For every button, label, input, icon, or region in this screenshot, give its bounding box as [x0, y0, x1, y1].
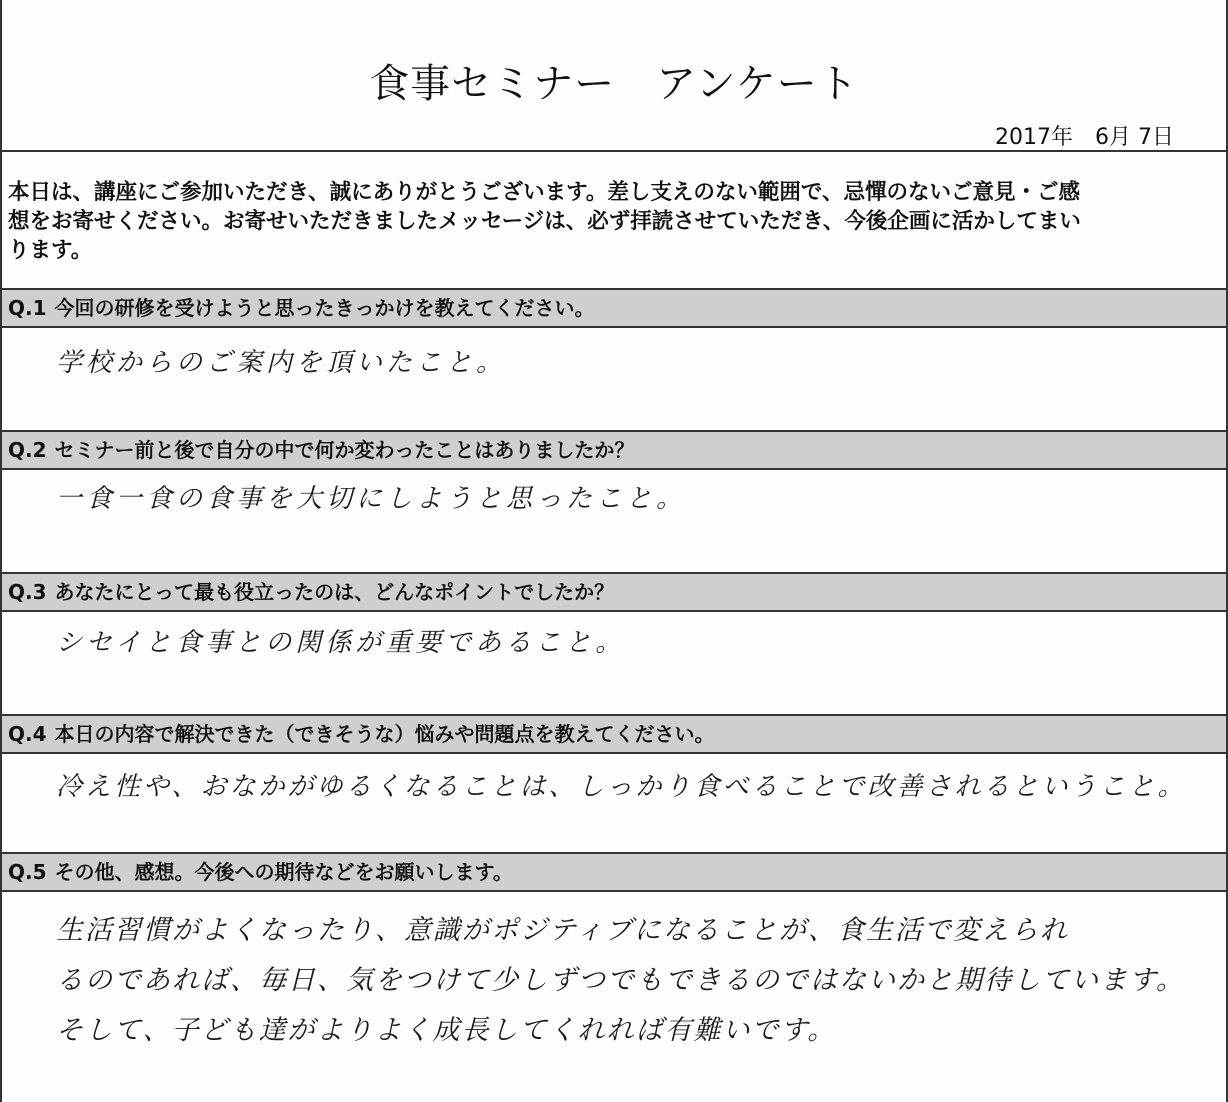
answer-line: 学校からのご案内を頂いたこと。: [56, 348, 507, 378]
question-number: Q.3: [8, 580, 47, 604]
question-text: その他、感想。今後への期待などをお願いします。: [54, 860, 513, 884]
question-text: セミナー前と後で自分の中で何か変わったことはありましたか？: [54, 438, 635, 462]
handwritten-answer: [2, 612, 1226, 714]
survey-title: 食事セミナー アンケート: [369, 61, 859, 107]
question-header: [2, 716, 1226, 754]
answer-line: 一食一食の食事を大切にしようと思ったこと。: [56, 484, 687, 514]
intro-line: ります。: [8, 238, 93, 263]
question-5: [2, 854, 1226, 1056]
intro-line: 想をお寄せください。お寄せいただきましたメッセージは、必ず拝読させていただき、今後企画に活かしてまい: [8, 209, 1081, 234]
question-3: [2, 574, 1226, 716]
question-4: [2, 716, 1226, 854]
intro-text: [2, 152, 1226, 290]
header-block: [2, 0, 1226, 152]
question-header: [2, 574, 1226, 612]
answer-line: シセイと食事との関係が重要であること。: [56, 628, 626, 658]
question-text: 今回の研修を受けようと思ったきっかけを教えてください。: [54, 296, 595, 320]
survey-date: 2017年 6月 7日: [995, 125, 1174, 150]
handwritten-answer: [2, 754, 1226, 852]
answer-line: 冷え性や、おなかがゆるくなることは、しっかり食べることで改善されるということ。: [56, 772, 1187, 802]
question-1: [2, 290, 1226, 432]
question-header: [2, 290, 1226, 328]
question-number: Q.1: [8, 296, 47, 320]
answer-line: るのであれば、毎日、気をつけて少しずつでもできるのではないかと期待しています。: [56, 965, 1185, 996]
intro-line: 本日は、講座にご参加いただき、誠にありがとうございます。差し支えのない範囲で、忌憚のないご意見・ご感: [8, 180, 1080, 205]
handwritten-answer: [2, 470, 1226, 572]
question-header: [2, 854, 1226, 892]
answer-line: そして、子ども達がよりよく成長してくれれば有難いです。: [56, 1015, 837, 1046]
question-text: あなたにとって最も役立ったのは、どんなポイントでしたか？: [54, 580, 615, 604]
question-number: Q.2: [8, 438, 47, 462]
question-number: Q.5: [8, 860, 47, 884]
handwritten-answer: [2, 328, 1226, 430]
question-text: 本日の内容で解決できた（できそうな）悩みや問題点を教えてください。: [54, 722, 715, 746]
answer-line: 生活習慣がよくなったり、意識がポジティブになることが、食生活で変えられ: [56, 915, 1069, 946]
handwritten-answer: [2, 892, 1226, 1056]
question-2: [2, 432, 1226, 574]
question-number: Q.4: [8, 722, 47, 746]
question-header: [2, 432, 1226, 470]
